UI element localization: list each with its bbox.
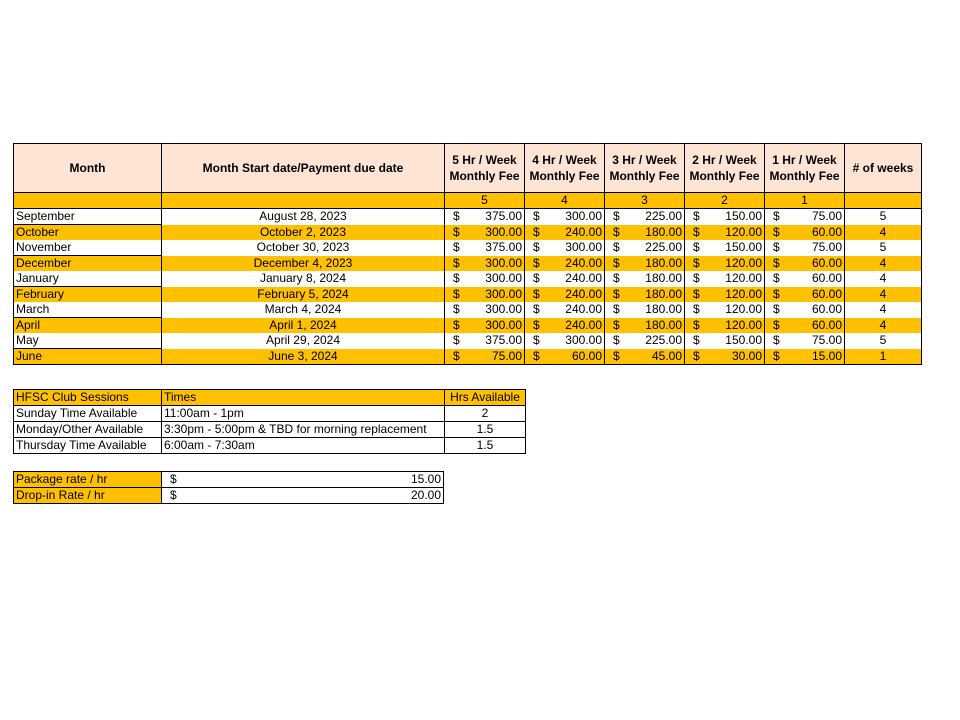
hours-cell-empty bbox=[14, 193, 162, 209]
fee-value: 300.00 bbox=[565, 209, 602, 224]
rate-label-cell: Package rate / hr bbox=[14, 472, 162, 488]
fee-cell bbox=[765, 333, 845, 349]
fee-value: 75.00 bbox=[811, 240, 842, 255]
fee-value: 225.00 bbox=[645, 333, 682, 348]
currency-symbol: $ bbox=[533, 302, 540, 317]
fee-value: 240.00 bbox=[565, 255, 602, 270]
currency-symbol: $ bbox=[693, 286, 700, 301]
currency-symbol: $ bbox=[773, 209, 780, 224]
session-times-cell: 3:30pm - 5:00pm & TBD for morning replacement bbox=[162, 422, 445, 438]
month-cell: May bbox=[14, 333, 162, 349]
table-row bbox=[14, 333, 922, 349]
currency-symbol: $ bbox=[693, 209, 700, 224]
currency-symbol: $ bbox=[533, 271, 540, 286]
currency-symbol: $ bbox=[693, 348, 700, 363]
fee-value: 150.00 bbox=[725, 333, 762, 348]
currency-symbol: $ bbox=[613, 255, 620, 270]
fee-value: 150.00 bbox=[725, 240, 762, 255]
currency-symbol: $ bbox=[170, 472, 177, 486]
fee-cell bbox=[765, 318, 845, 334]
header-fee-5hr: 5 Hr / Week Monthly Fee bbox=[445, 144, 525, 193]
currency-symbol: $ bbox=[613, 348, 620, 363]
table-row bbox=[14, 287, 922, 303]
weeks-cell: 5 bbox=[845, 333, 922, 349]
fee-cell bbox=[605, 349, 685, 365]
weeks-cell: 4 bbox=[845, 318, 922, 334]
fee-value: 300.00 bbox=[485, 286, 522, 301]
fee-cell bbox=[685, 271, 765, 287]
fee-value: 300.00 bbox=[565, 333, 602, 348]
hours-cell: 5 bbox=[445, 193, 525, 209]
header-fee-4hr: 4 Hr / Week Monthly Fee bbox=[525, 144, 605, 193]
session-name-cell: Sunday Time Available bbox=[14, 406, 162, 422]
currency-symbol: $ bbox=[613, 271, 620, 286]
currency-symbol: $ bbox=[773, 271, 780, 286]
table-row bbox=[14, 209, 922, 225]
table-row bbox=[14, 256, 922, 272]
fee-cell bbox=[445, 256, 525, 272]
currency-symbol: $ bbox=[693, 255, 700, 270]
rate-amount-cell bbox=[162, 488, 444, 504]
fee-value: 240.00 bbox=[565, 271, 602, 286]
month-cell: February bbox=[14, 287, 162, 303]
fee-cell bbox=[605, 209, 685, 225]
fee-cell bbox=[445, 240, 525, 256]
currency-symbol: $ bbox=[693, 224, 700, 239]
header-times: Times bbox=[162, 390, 445, 406]
start-date-cell: April 1, 2024 bbox=[162, 318, 445, 334]
currency-symbol: $ bbox=[613, 302, 620, 317]
fee-cell bbox=[605, 256, 685, 272]
fee-cell bbox=[525, 271, 605, 287]
weeks-cell: 5 bbox=[845, 240, 922, 256]
header-fee-2hr: 2 Hr / Week Monthly Fee bbox=[685, 144, 765, 193]
rate-label-cell: Drop-in Rate / hr bbox=[14, 488, 162, 504]
table-row bbox=[14, 472, 444, 488]
start-date-cell: March 4, 2024 bbox=[162, 302, 445, 318]
fee-cell bbox=[765, 256, 845, 272]
start-date-cell: October 30, 2023 bbox=[162, 240, 445, 256]
currency-symbol: $ bbox=[170, 488, 177, 502]
fee-value: 15.00 bbox=[811, 348, 842, 363]
currency-symbol: $ bbox=[533, 240, 540, 255]
fee-cell bbox=[525, 302, 605, 318]
monthly-fee-table bbox=[13, 143, 922, 365]
hours-per-week-row bbox=[14, 193, 922, 209]
table-row bbox=[14, 406, 526, 422]
weeks-cell: 4 bbox=[845, 225, 922, 241]
fee-value: 180.00 bbox=[645, 302, 682, 317]
session-times-cell: 6:00am - 7:30am bbox=[162, 438, 445, 454]
weeks-cell: 5 bbox=[845, 209, 922, 225]
currency-symbol: $ bbox=[613, 224, 620, 239]
fee-value: 120.00 bbox=[725, 224, 762, 239]
session-hrs-cell: 2 bbox=[445, 406, 526, 422]
header-fee-3hr: 3 Hr / Week Monthly Fee bbox=[605, 144, 685, 193]
currency-symbol: $ bbox=[773, 286, 780, 301]
fee-value: 150.00 bbox=[725, 209, 762, 224]
session-name-cell: Monday/Other Available bbox=[14, 422, 162, 438]
fee-value: 120.00 bbox=[725, 255, 762, 270]
header-fee-1hr: 1 Hr / Week Monthly Fee bbox=[765, 144, 845, 193]
fee-value: 300.00 bbox=[485, 224, 522, 239]
currency-symbol: $ bbox=[533, 348, 540, 363]
currency-symbol: $ bbox=[613, 286, 620, 301]
currency-symbol: $ bbox=[453, 209, 460, 224]
start-date-cell: December 4, 2023 bbox=[162, 256, 445, 272]
fee-cell bbox=[685, 209, 765, 225]
header-weeks: # of weeks bbox=[845, 144, 922, 193]
currency-symbol: $ bbox=[453, 302, 460, 317]
currency-symbol: $ bbox=[613, 317, 620, 332]
fee-cell bbox=[525, 256, 605, 272]
fee-cell bbox=[525, 349, 605, 365]
fee-cell bbox=[445, 209, 525, 225]
fee-cell bbox=[445, 271, 525, 287]
fee-value: 240.00 bbox=[565, 302, 602, 317]
fee-value: 240.00 bbox=[565, 286, 602, 301]
currency-symbol: $ bbox=[773, 240, 780, 255]
fee-value: 180.00 bbox=[645, 317, 682, 332]
hours-cell-empty bbox=[845, 193, 922, 209]
fee-cell bbox=[685, 256, 765, 272]
fee-value: 375.00 bbox=[485, 333, 522, 348]
currency-symbol: $ bbox=[773, 333, 780, 348]
currency-symbol: $ bbox=[453, 333, 460, 348]
currency-symbol: $ bbox=[533, 224, 540, 239]
fee-cell bbox=[525, 333, 605, 349]
fee-cell bbox=[685, 240, 765, 256]
fee-cell bbox=[765, 240, 845, 256]
table-row bbox=[14, 488, 444, 504]
fee-cell bbox=[685, 225, 765, 241]
month-cell: September bbox=[14, 209, 162, 225]
hours-cell-empty bbox=[162, 193, 445, 209]
currency-symbol: $ bbox=[533, 209, 540, 224]
fee-cell bbox=[685, 302, 765, 318]
currency-symbol: $ bbox=[773, 224, 780, 239]
fee-value: 300.00 bbox=[485, 255, 522, 270]
currency-symbol: $ bbox=[453, 286, 460, 301]
fee-cell bbox=[605, 333, 685, 349]
session-hrs-cell: 1.5 bbox=[445, 438, 526, 454]
hours-cell: 3 bbox=[605, 193, 685, 209]
start-date-cell: October 2, 2023 bbox=[162, 225, 445, 241]
currency-symbol: $ bbox=[453, 317, 460, 332]
fee-value: 45.00 bbox=[651, 348, 682, 363]
weeks-cell: 4 bbox=[845, 256, 922, 272]
fee-value: 120.00 bbox=[725, 271, 762, 286]
weeks-cell: 4 bbox=[845, 302, 922, 318]
fee-cell bbox=[605, 287, 685, 303]
fee-cell bbox=[445, 318, 525, 334]
month-cell: April bbox=[14, 318, 162, 334]
header-hrs-available: Hrs Available bbox=[445, 390, 526, 406]
currency-symbol: $ bbox=[613, 209, 620, 224]
club-sessions-table bbox=[13, 389, 526, 454]
currency-symbol: $ bbox=[693, 317, 700, 332]
fee-table-header-row bbox=[14, 144, 922, 193]
currency-symbol: $ bbox=[613, 240, 620, 255]
fee-value: 120.00 bbox=[725, 317, 762, 332]
table-row bbox=[14, 438, 526, 454]
fee-value: 300.00 bbox=[485, 302, 522, 317]
currency-symbol: $ bbox=[773, 302, 780, 317]
fee-cell bbox=[765, 349, 845, 365]
month-cell: November bbox=[14, 240, 162, 256]
currency-symbol: $ bbox=[453, 348, 460, 363]
fee-value: 75.00 bbox=[811, 209, 842, 224]
fee-cell bbox=[605, 225, 685, 241]
currency-symbol: $ bbox=[453, 255, 460, 270]
currency-symbol: $ bbox=[533, 317, 540, 332]
fee-value: 240.00 bbox=[565, 317, 602, 332]
rate-value: 20.00 bbox=[410, 488, 441, 502]
fee-value: 300.00 bbox=[565, 240, 602, 255]
fee-cell bbox=[525, 225, 605, 241]
hours-cell: 2 bbox=[685, 193, 765, 209]
fee-value: 60.00 bbox=[811, 286, 842, 301]
currency-symbol: $ bbox=[693, 240, 700, 255]
fee-cell bbox=[445, 349, 525, 365]
fee-cell bbox=[525, 209, 605, 225]
currency-symbol: $ bbox=[533, 286, 540, 301]
fee-value: 120.00 bbox=[725, 302, 762, 317]
currency-symbol: $ bbox=[533, 255, 540, 270]
weeks-cell: 4 bbox=[845, 271, 922, 287]
fee-value: 180.00 bbox=[645, 286, 682, 301]
fee-cell bbox=[685, 349, 765, 365]
fee-cell bbox=[605, 318, 685, 334]
fee-cell bbox=[605, 240, 685, 256]
table-row bbox=[14, 271, 922, 287]
fee-value: 375.00 bbox=[485, 209, 522, 224]
fee-cell bbox=[605, 302, 685, 318]
session-hrs-cell: 1.5 bbox=[445, 422, 526, 438]
session-name-cell: Thursday Time Available bbox=[14, 438, 162, 454]
start-date-cell: January 8, 2024 bbox=[162, 271, 445, 287]
table-row bbox=[14, 318, 922, 334]
start-date-cell: August 28, 2023 bbox=[162, 209, 445, 225]
table-row bbox=[14, 225, 922, 241]
start-date-cell: February 5, 2024 bbox=[162, 287, 445, 303]
fee-value: 180.00 bbox=[645, 271, 682, 286]
fee-cell bbox=[765, 225, 845, 241]
month-cell: March bbox=[14, 302, 162, 318]
fee-cell bbox=[765, 302, 845, 318]
fee-cell bbox=[685, 333, 765, 349]
month-cell: October bbox=[14, 225, 162, 241]
fee-value: 375.00 bbox=[485, 240, 522, 255]
weeks-cell: 4 bbox=[845, 287, 922, 303]
fee-value: 225.00 bbox=[645, 240, 682, 255]
fee-cell bbox=[445, 225, 525, 241]
fee-cell bbox=[605, 271, 685, 287]
fee-value: 60.00 bbox=[811, 224, 842, 239]
table-row bbox=[14, 302, 922, 318]
fee-cell bbox=[765, 287, 845, 303]
fee-value: 30.00 bbox=[731, 348, 762, 363]
table-row bbox=[14, 349, 922, 365]
fee-cell bbox=[685, 318, 765, 334]
fee-cell bbox=[525, 240, 605, 256]
fee-cell bbox=[525, 287, 605, 303]
currency-symbol: $ bbox=[453, 271, 460, 286]
fee-cell bbox=[685, 287, 765, 303]
fee-cell bbox=[765, 209, 845, 225]
fee-value: 180.00 bbox=[645, 255, 682, 270]
hours-cell: 4 bbox=[525, 193, 605, 209]
fee-cell bbox=[765, 271, 845, 287]
month-cell: June bbox=[14, 349, 162, 365]
currency-symbol: $ bbox=[773, 348, 780, 363]
month-cell: December bbox=[14, 256, 162, 272]
fee-value: 120.00 bbox=[725, 286, 762, 301]
start-date-cell: April 29, 2024 bbox=[162, 333, 445, 349]
fee-value: 180.00 bbox=[645, 224, 682, 239]
fee-value: 300.00 bbox=[485, 271, 522, 286]
month-cell: January bbox=[14, 271, 162, 287]
fee-cell bbox=[445, 302, 525, 318]
fee-cell bbox=[445, 287, 525, 303]
fee-value: 75.00 bbox=[491, 348, 522, 363]
fee-value: 300.00 bbox=[485, 317, 522, 332]
currency-symbol: $ bbox=[693, 302, 700, 317]
rate-value: 15.00 bbox=[410, 472, 441, 486]
fee-value: 240.00 bbox=[565, 224, 602, 239]
currency-symbol: $ bbox=[693, 333, 700, 348]
fee-cell bbox=[525, 318, 605, 334]
start-date-cell: June 3, 2024 bbox=[162, 349, 445, 365]
rates-table bbox=[13, 471, 444, 504]
table-row bbox=[14, 240, 922, 256]
fee-value: 60.00 bbox=[811, 317, 842, 332]
currency-symbol: $ bbox=[533, 333, 540, 348]
fee-value: 60.00 bbox=[571, 348, 602, 363]
fee-value: 225.00 bbox=[645, 209, 682, 224]
weeks-cell: 1 bbox=[845, 349, 922, 365]
currency-symbol: $ bbox=[773, 317, 780, 332]
table-row bbox=[14, 422, 526, 438]
hours-cell: 1 bbox=[765, 193, 845, 209]
sessions-header-row bbox=[14, 390, 526, 406]
fee-value: 60.00 bbox=[811, 255, 842, 270]
rate-amount-cell bbox=[162, 472, 444, 488]
currency-symbol: $ bbox=[453, 224, 460, 239]
currency-symbol: $ bbox=[773, 255, 780, 270]
fee-value: 75.00 bbox=[811, 333, 842, 348]
fee-cell bbox=[445, 333, 525, 349]
fee-value: 60.00 bbox=[811, 271, 842, 286]
currency-symbol: $ bbox=[453, 240, 460, 255]
session-times-cell: 11:00am - 1pm bbox=[162, 406, 445, 422]
currency-symbol: $ bbox=[613, 333, 620, 348]
header-club-sessions: HFSC Club Sessions bbox=[14, 390, 162, 406]
header-start-date: Month Start date/Payment due date bbox=[162, 144, 445, 193]
currency-symbol: $ bbox=[693, 271, 700, 286]
fee-value: 60.00 bbox=[811, 302, 842, 317]
header-month: Month bbox=[14, 144, 162, 193]
